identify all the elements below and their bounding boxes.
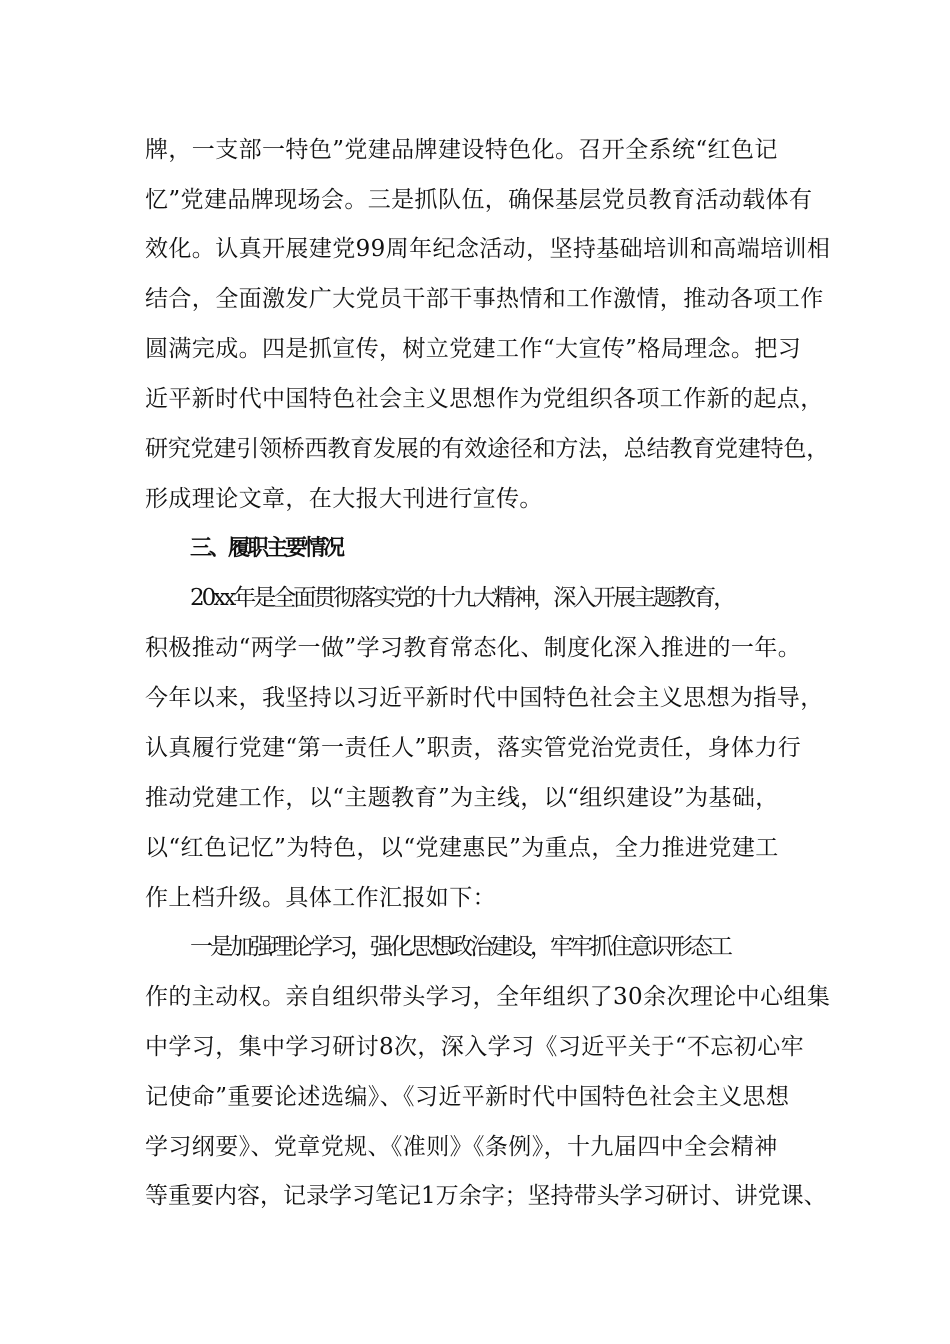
paragraph-line: 圆满完成。四是抓宣传，树立党建工作“大宣传”格局理念。把习 (145, 336, 802, 362)
paragraph-line: 一是加强理论学习，强化思想政治建设，牢牢抓住意识形态工 (190, 934, 730, 960)
paragraph-line: 今年以来，我坚持以习近平新时代中国特色社会主义思想为指导， (145, 685, 824, 711)
paragraph-line: 形成理论文章，在大报大刊进行宣传。 (145, 486, 543, 512)
paragraph-line: 中学习，集中学习研讨8次，深入学习《习近平关于“不忘初心牢 (145, 1034, 804, 1060)
paragraph-line: 研究党建引领桥西教育发展的有效途径和方法，总结教育党建特色， (145, 436, 830, 462)
paragraph-line: 记使命”重要论述选编》、《习近平新时代中国特色社会主义思想 (145, 1084, 790, 1110)
paragraph-line: 结合，全面激发广大党员干部干事热情和工作激情，推动各项工作 (145, 286, 824, 312)
paragraph-line: 作的主动权。亲自组织带头学习，全年组织了30余次理论中心组集 (145, 984, 831, 1010)
section-heading: 三、履职主要情况 (190, 536, 343, 561)
paragraph-line: 推动党建工作，以“主题教育”为主线，以“组织建设”为基础， (145, 785, 779, 811)
paragraph-line: 近平新时代中国特色社会主义思想作为党组织各项工作新的起点， (145, 386, 824, 412)
paragraph-line: 效化。认真开展建党99周年纪念活动，坚持基础培训和高端培训相 (145, 236, 831, 262)
paragraph-line: 忆”党建品牌现场会。三是抓队伍，确保基层党员教育活动载体有 (145, 187, 813, 213)
paragraph-line: 认真履行党建“第一责任人”职责，落实管党治党责任，身体力行 (145, 735, 802, 761)
paragraph-line: 牌，一支部一特色”党建品牌建设特色化。召开全系统“红色记 (145, 137, 778, 163)
paragraph-line: 等重要内容，记录学习笔记1万余字；坚持带头学习研讨、讲党课、 (145, 1183, 827, 1209)
paragraph-line: 学习纲要》、党章党规、《准则》《条例》，十九届四中全会精神 (145, 1134, 778, 1160)
paragraph-line: 以“红色记忆”为特色，以“党建惠民”为重点，全力推进党建工 (145, 835, 779, 861)
paragraph-line: 作上档升级。具体工作汇报如下： (145, 885, 496, 911)
paragraph-line: 20xx年是全面贯彻落实党的十九大精神，深入开展主题教育， (190, 585, 734, 611)
paragraph-line: 积极推动“两学一做”学习教育常态化、制度化深入推进的一年。 (145, 635, 802, 661)
